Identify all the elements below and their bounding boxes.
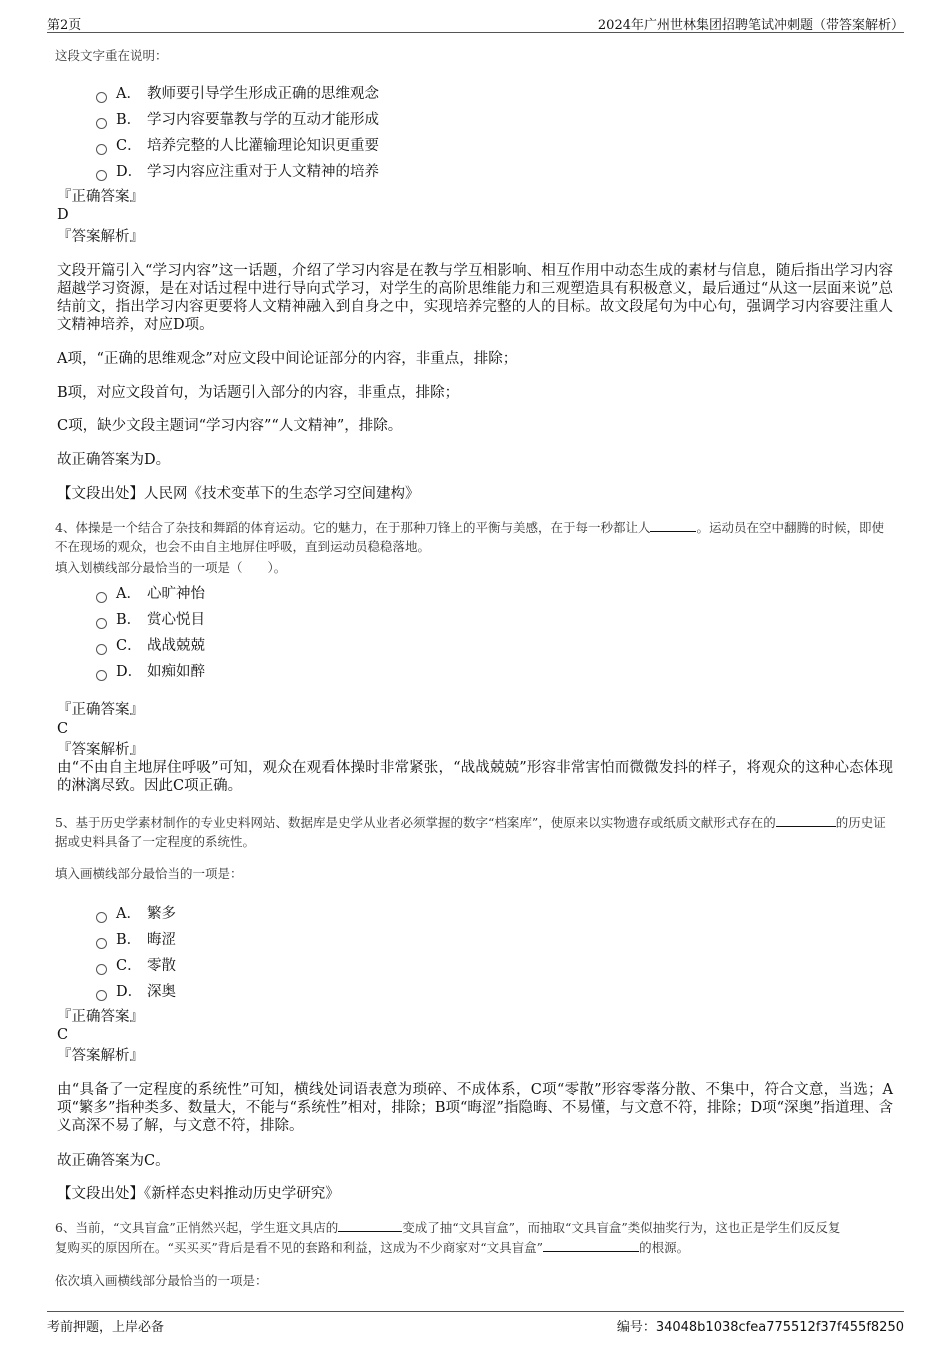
q3-note-a: A项，“正确的思维观念”对应文段中间论证部分的内容，非重点，排除； — [57, 351, 518, 367]
q5-option-a[interactable]: A． 繁多 — [96, 902, 176, 922]
document-id: 编号：34048b1038cfea775512f37f455f8250 — [616, 1320, 904, 1335]
q3-note-b: B项，对应文段首句，为话题引入部分的内容，非重点，排除； — [57, 385, 460, 401]
radio-icon[interactable] — [96, 938, 107, 949]
radio-icon[interactable] — [96, 92, 107, 103]
q4-analysis: 由“不由自主地屏住呼吸”可知，观众在观看体操时非常紧张，“战战兢兢”形容非常害怕而微微发抖的样子，将观众的这种心态体现的淋漓尽致。因此C项正确。 — [57, 760, 893, 794]
q3-source: 【文段出处】人民网《技术变革下的生态学习空间建构》 — [57, 486, 420, 502]
radio-icon[interactable] — [96, 644, 107, 655]
radio-icon[interactable] — [96, 912, 107, 923]
q4-option-d[interactable]: D． 如痴如醉 — [96, 660, 205, 680]
q5-option-d[interactable]: D． 深奥 — [96, 980, 176, 1000]
q6-blank-1 — [338, 1219, 402, 1232]
q6-stem-line1: 6、当前，“文具盲盒”正悄然兴起，学生逛文具店的 变成了抽“文具盲盒”，而抽取“文具盲盒”类似抽奖行为，这也正是学生们反反复 — [55, 1220, 841, 1235]
q5-prompt: 填入画横线部分最恰当的一项是： — [55, 866, 243, 881]
q3-conclusion: 故正确答案为D。 — [57, 452, 171, 468]
q5-answer-label: 『正确答案』 — [57, 1009, 144, 1025]
q3-analysis-label: 『答案解析』 — [57, 229, 144, 245]
q4-answer: C — [57, 721, 69, 737]
radio-icon[interactable] — [96, 670, 107, 681]
radio-icon[interactable] — [96, 144, 107, 155]
page-number: 第2页 — [47, 18, 82, 33]
q6-prompt: 依次填入画横线部分最恰当的一项是： — [55, 1273, 268, 1288]
q5-answer: C — [57, 1027, 69, 1043]
q3-answer-label: 『正确答案』 — [57, 189, 144, 205]
q3-option-d[interactable]: D． 学习内容应注重对于人文精神的培养 — [96, 160, 379, 180]
q6-blank-2 — [543, 1239, 639, 1252]
q5-blank — [776, 814, 836, 827]
radio-icon[interactable] — [96, 990, 107, 1001]
q3-option-a[interactable]: A． 教师要引导学生形成正确的思维观念 — [96, 82, 379, 102]
q3-stem: 这段文字重在说明： — [55, 48, 168, 63]
radio-icon[interactable] — [96, 592, 107, 603]
q4-option-c[interactable]: C． 战战兢兢 — [96, 634, 205, 654]
footer-slogan: 考前押题，上岸必备 — [47, 1320, 165, 1335]
q5-stem: 5、基于历史学素材制作的专业史料网站、数据库是史学从业者必须掌握的数字“档案库”，使原来以实物遗存或纸质文献形式存在的 的历史证据或史料具备了一定程度的系统性。 — [55, 815, 886, 849]
q3-option-b[interactable]: B． 学习内容要靠教与学的互动才能形成 — [96, 108, 379, 128]
q4-analysis-label: 『答案解析』 — [57, 742, 144, 758]
q4-option-a[interactable]: A． 心旷神怡 — [96, 582, 205, 602]
q4-blank — [650, 519, 696, 532]
q5-conclusion: 故正确答案为C。 — [57, 1153, 170, 1169]
q5-analysis: 由“具备了一定程度的系统性”可知，横线处词语表意为琐碎、不成体系，C项“零散”形容零落分散、不集中，符合文意，当选；A项“繁多”指种类多、数量大，不能与“系统性”相对，排除；B项“晦涩”指隐晦、不易懂，与文意不符，排除；D项“深奥”指道理、含义高深不易了解，与文意不符，排除。 — [57, 1082, 893, 1134]
q5-analysis-label: 『答案解析』 — [57, 1048, 144, 1064]
document-title: 2024年广州世林集团招聘笔试冲刺题（带答案解析） — [597, 18, 904, 33]
q3-note-c: C项，缺少文段主题词“学习内容”“人文精神”，排除。 — [57, 418, 403, 434]
q6-stem-line2: 复购买的原因所在。“买买买”背后是看不见的套路和利益，这成为不少商家对“文具盲盒” 的根源。 — [55, 1240, 690, 1255]
q4-option-b[interactable]: B． 赏心悦目 — [96, 608, 205, 628]
radio-icon[interactable] — [96, 964, 107, 975]
q5-option-b[interactable]: B． 晦涩 — [96, 928, 176, 948]
q4-prompt: 填入划横线部分最恰当的一项是（ ）。 — [55, 560, 287, 575]
q3-option-c[interactable]: C． 培养完整的人比灌输理论知识更重要 — [96, 134, 379, 154]
q4-stem: 4、体操是一个结合了杂技和舞蹈的体育运动。它的魅力，在于那种刀锋上的平衡与美感，在于每一秒都让人 。运动员在空中翻腾的时候，即使不在现场的观众，也会不由自主地屏住呼吸，直到运动员稳稳落地。 — [55, 520, 884, 554]
page-header — [47, 12, 904, 33]
radio-icon[interactable] — [96, 170, 107, 181]
q5-option-c[interactable]: C． 零散 — [96, 954, 176, 974]
q3-analysis: 文段开篇引入“学习内容”这一话题，介绍了学习内容是在教与学互相影响、相互作用中动态生成的素材与信息，随后指出学习内容超越学习资源，是在对话过程中进行导向式学习，对学生的高阶思维能力和三观塑造具有积极意义，最后通过“从这一层面来说”总结前文，指出学习内容更要将人文精神融入到自身之中，实现培养完整的人的目标。故文段尾句为中心句，强调学习内容要注重人文精神培养，对应D项。 — [57, 263, 893, 333]
radio-icon[interactable] — [96, 618, 107, 629]
q3-answer: D — [57, 207, 69, 223]
page-footer — [47, 1311, 904, 1336]
q5-source: 【文段出处】《新样态史料推动历史学研究》 — [57, 1186, 340, 1202]
radio-icon[interactable] — [96, 118, 107, 129]
q4-answer-label: 『正确答案』 — [57, 702, 144, 718]
